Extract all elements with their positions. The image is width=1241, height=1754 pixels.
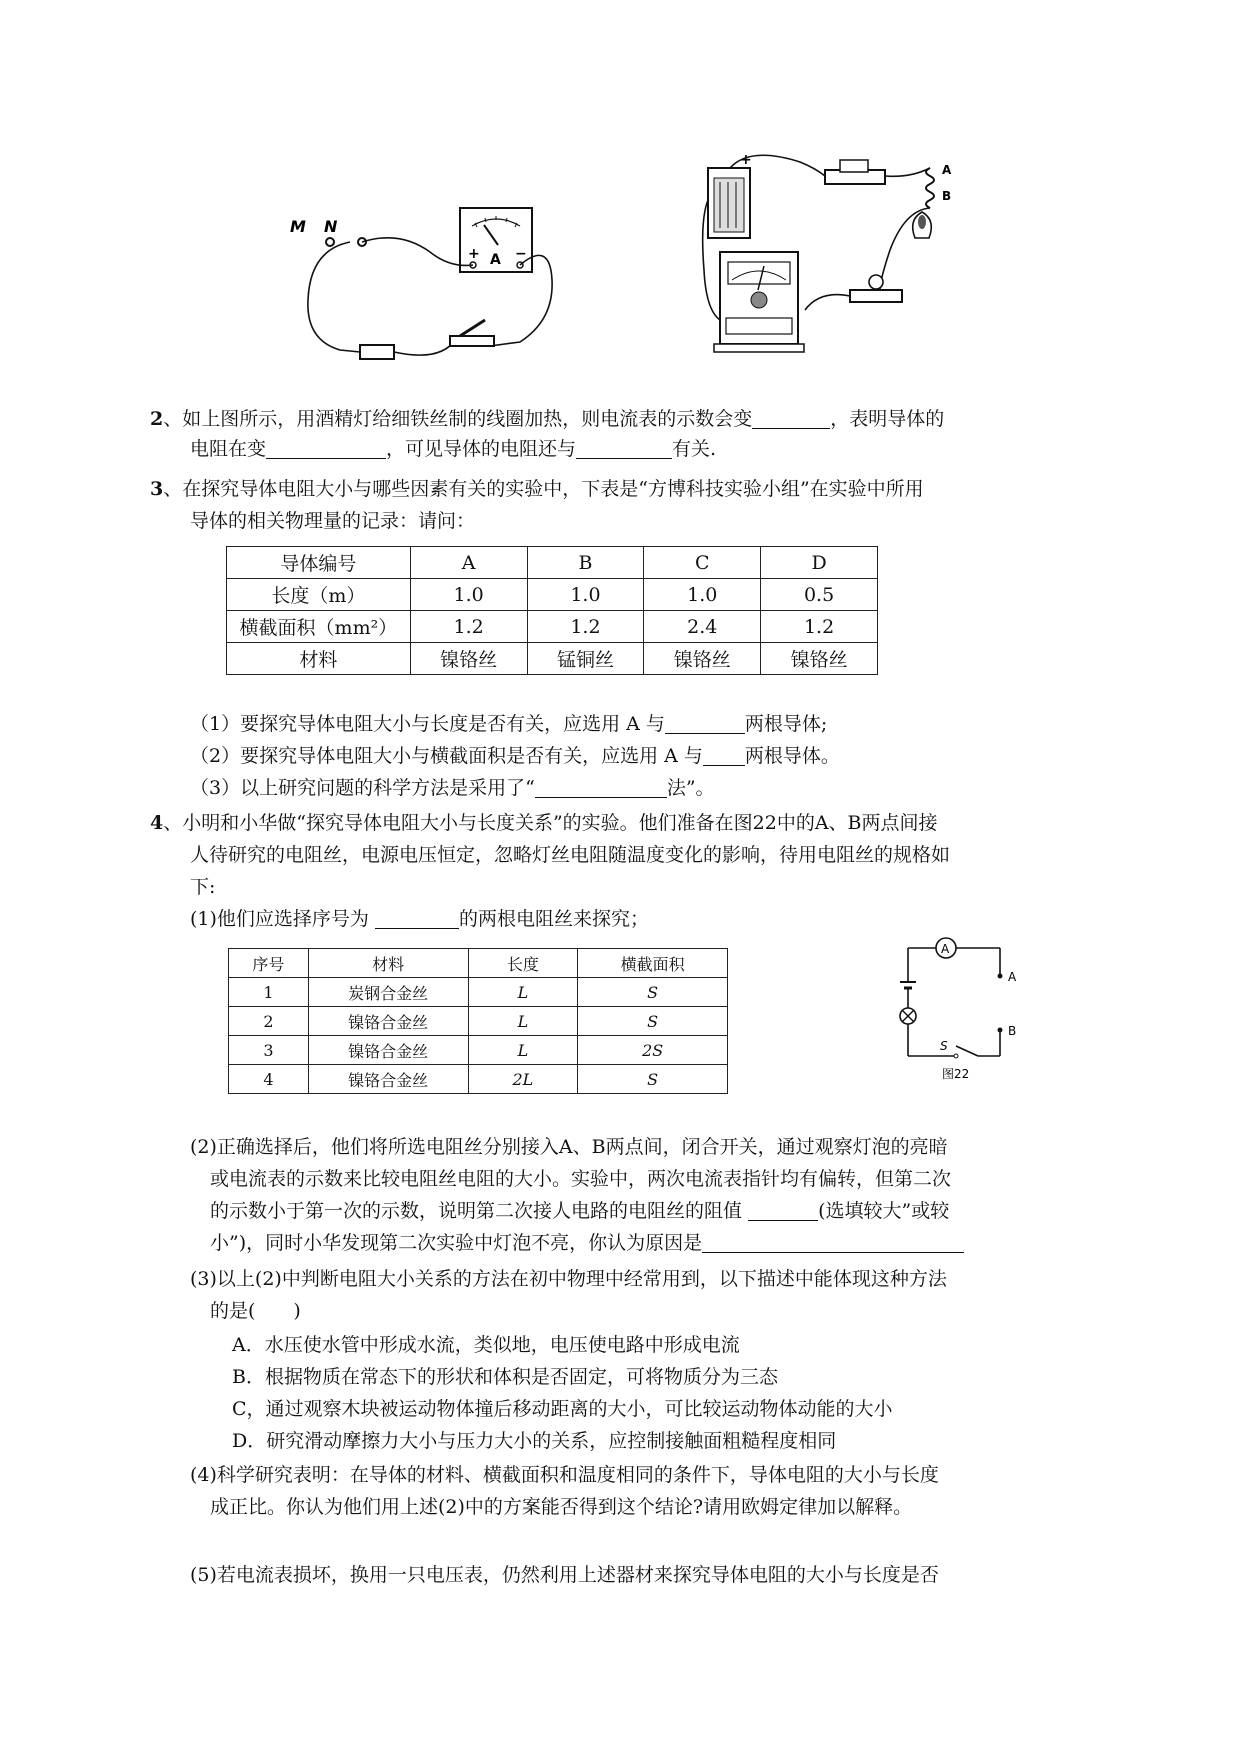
table-cell: S [578,1007,728,1036]
table-cell: D [761,547,878,579]
point-b-label: B [1008,1024,1017,1038]
switch-s-label: S [940,1039,948,1053]
table-cell: A [410,547,527,579]
table-cell: 1.2 [527,611,644,643]
q4-part1-tail: 的两根电阻丝来探究； [458,908,649,930]
q2-text-2: ，表明导体的 [830,408,945,430]
table-cell: 横截面积（mm²） [227,611,411,643]
q3-sub3-tail: 法”。 [666,777,715,799]
table-cell: 0.5 [761,579,878,611]
table-cell: 2L [468,1065,578,1094]
q4-number: 4 [150,812,164,834]
coil-a-label: A [942,163,952,177]
table-cell: B [527,547,644,579]
table-row [229,1036,728,1065]
terminal-n-label: N [324,217,338,236]
q4-line2: 人待研究的电阻丝，电源电压恒定，忽略灯丝电阻随温度变化的影响，待用电阻丝的规格如 [190,844,951,866]
q2-text-3: 电阻在变 [190,438,267,460]
ammeter-plus-label: + [468,246,480,262]
table-row [227,643,878,675]
table-cell: 镍铬丝 [410,643,527,675]
q2-text-5: 有关. [672,438,717,460]
table-cell: 镍铬丝 [761,643,878,675]
table-cell: 1.0 [527,579,644,611]
table-row [229,978,728,1007]
q2-line2 [190,434,716,464]
table-cell: 材料 [227,643,411,675]
table-cell: 导体编号 [227,547,411,579]
q4-blank-3[interactable] [702,1230,964,1253]
q4-part2-text: 的示数小于第一次的示数，说明第二次接人电路的电阻丝的阻值 [210,1200,743,1222]
option-a: A．水压使水管中形成水流，类似地，电压使电路中形成电流 [232,1334,740,1356]
table-cell: 1.0 [410,579,527,611]
q2-blank-2[interactable] [266,436,386,459]
q4-part1-text: (1)他们应选择序号为 [190,908,369,930]
wire-spec-table [228,948,728,1094]
table-cell: L [468,978,578,1007]
q3-blank-3[interactable] [535,775,667,798]
table-header-cell: 序号 [229,949,309,978]
table-cell: 2S [578,1036,728,1065]
circuit-figure-heated-coil [700,150,990,380]
battery-plus-label: + [740,152,752,168]
ammeter-a-label: A [490,252,501,268]
table-cell: 镍铬合金丝 [308,1007,468,1036]
q2-text-4: ，可见导体的电阻还与 [386,438,577,460]
figure-22-circuit [880,930,1040,1100]
table-cell: L [468,1036,578,1065]
table-cell: 镍铬合金丝 [308,1036,468,1065]
table-row [229,1065,728,1094]
q2-blank-3[interactable] [576,436,672,459]
table-cell: S [578,1065,728,1094]
q4-blank-2[interactable] [748,1198,818,1221]
q3-text-1: 、在探究导体电阻大小与哪些因素有关的实验中，下表是“方博科技实验小组”在实验中所用 [163,478,924,500]
table-cell: S [578,978,728,1007]
q4-part1 [190,904,649,934]
q4-part2-text-4: 小”)，同时小华发现第二次实验中灯泡不亮，你认为原因是 [210,1232,703,1254]
table-header-cell: 横截面积 [578,949,728,978]
table-row [227,547,878,579]
table-cell: 1.2 [410,611,527,643]
q4-text-1: 、小明和小华做“探究导体电阻大小与长度关系”的实验。他们准备在图22中的A、B两点间接 [163,812,938,834]
point-a-label: A [1008,970,1017,984]
ammeter-minus-label: − [515,246,527,262]
q3-line1 [150,474,924,504]
figure-22-caption: 图22 [942,1067,970,1081]
q4-part2-tail: (选填较大”或较 [818,1200,950,1222]
table-cell: 1 [229,978,309,1007]
option-b: B．根据物质在常态下的形状和体积是否固定，可将物质分为三态 [232,1366,778,1388]
q3-sub3 [190,773,715,803]
table-header-cell: 材料 [308,949,468,978]
table-row [227,579,878,611]
table-cell: C [644,547,761,579]
q4-part3-line1: (3)以上(2)中判断电阻大小关系的方法在初中物理中经常用到，以下描述中能体现这种方法 [190,1268,947,1290]
table-row [227,611,878,643]
q3-sub2-text: （2）要探究导体电阻大小与横截面积是否有关，应选用 A 与 [190,745,703,767]
table-cell: 1.2 [761,611,878,643]
q3-sub1-tail: 两根导体; [744,713,828,735]
q4-part2-line1: (2)正确选择后，他们将所选电阻丝分别接入A、B两点间，闭合开关，通过观察灯泡的亮暗 [190,1136,948,1158]
q4-line1 [150,808,938,838]
table-row [229,1007,728,1036]
q3-blank-1[interactable] [665,711,745,734]
table-cell: 1.0 [644,579,761,611]
table-header-cell: 长度 [468,949,578,978]
q3-line2: 导体的相关物理量的记录：请问： [190,510,476,532]
table-cell: 4 [229,1065,309,1094]
terminal-m-label: M [290,217,306,236]
table-cell: 炭钢合金丝 [308,978,468,1007]
q3-sub2 [190,741,840,771]
q4-part4-line2: 成正比。你认为他们用上述(2)中的方案能否得到这个结论?请用欧姆定律加以解释。 [210,1496,913,1518]
table-cell: 镍铬丝 [644,643,761,675]
q2-number: 2 [150,408,164,430]
table-cell: 2 [229,1007,309,1036]
circuit-figure-ammeter [290,190,580,390]
q4-part3-line2: 的是( ) [210,1300,301,1322]
q2-blank-1[interactable] [752,406,830,429]
q4-part4-line1: (4)科学研究表明：在导体的材料、横截面积和温度相同的条件下，导体电阻的大小与长度 [190,1464,939,1486]
q3-blank-2[interactable] [703,743,745,766]
table-cell: 锰铜丝 [527,643,644,675]
q4-part2-line2: 或电流表的示数来比较电阻丝电阻的大小。实验中，两次电流表指针均有偏转，但第二次 [210,1168,952,1190]
q3-sub2-tail: 两根导体。 [744,745,840,767]
q4-part5-line1: (5)若电流表损坏，换用一只电压表，仍然利用上述器材来探究导体电阻的大小与长度是否 [190,1564,939,1586]
q3-sub1 [190,709,827,739]
table-row [229,949,728,978]
q4-blank-1[interactable] [375,906,459,929]
q4-line3: 下: [190,876,216,898]
option-c: C，通过观察木块被运动物体撞后移动距离的大小，可比较运动物体动能的大小 [232,1398,893,1420]
q3-sub1-text: （1）要探究导体电阻大小与长度是否有关，应选用 A 与 [190,713,665,735]
table-cell: L [468,1007,578,1036]
table-cell: 长度（m） [227,579,411,611]
ammeter-symbol-label: A [941,942,950,956]
q2-line1 [150,404,944,434]
q3-sub3-text: （3）以上研究问题的科学方法是采用了“ [190,777,535,799]
q4-part2-line3 [210,1196,949,1226]
q2-text-1: 、如上图所示，用酒精灯给细铁丝制的线圈加热，则电流表的示数会变 [163,408,753,430]
table-cell: 镍铬合金丝 [308,1065,468,1094]
table-cell: 2.4 [644,611,761,643]
coil-b-label: B [942,189,952,203]
table-cell: 3 [229,1036,309,1065]
q4-part2-line4 [210,1228,964,1258]
option-d: D．研究滑动摩擦力大小与压力大小的关系，应控制接触面粗糙程度相同 [232,1430,837,1452]
conductor-table [226,546,878,675]
q3-number: 3 [150,478,164,500]
